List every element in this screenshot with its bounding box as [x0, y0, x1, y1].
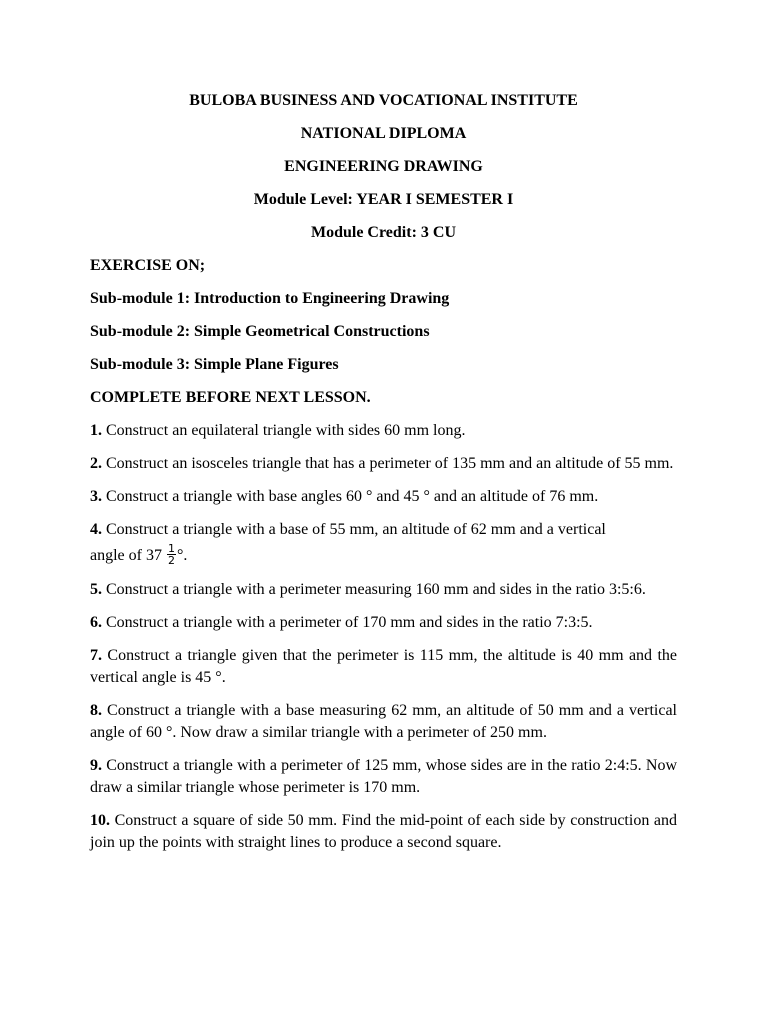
question-number: 8.: [90, 702, 102, 719]
question-text: Construct a triangle with a base of 55 mm, an altitude of 62 mm and a vertical: [102, 521, 606, 538]
question-6: [90, 612, 677, 634]
question-2: [90, 453, 677, 475]
exercise-on-heading: EXERCISE ON;: [90, 257, 206, 274]
fraction-denominator: 2: [167, 554, 175, 567]
question-number: 4.: [90, 521, 102, 538]
question-10: [90, 810, 677, 854]
question-text: Construct a triangle given that the perimeter is 115 mm, the altitude is 40 mm and the vertical angle is 45 °.: [90, 647, 677, 686]
institution-title: BULOBA BUSINESS AND VOCATIONAL INSTITUTE: [189, 92, 578, 109]
program-title: NATIONAL DIPLOMA: [300, 125, 467, 142]
course-title: ENGINEERING DRAWING: [284, 158, 483, 175]
document-page: [90, 90, 677, 865]
question-4: [90, 519, 677, 568]
question-3: [90, 486, 677, 508]
question-text: Construct a triangle with a base measuring 62 mm, an altitude of 50 mm and a vertical angle of 60 °. Now draw a similar triangle with a perimeter of 250 mm.: [90, 702, 677, 741]
module-credit: Module Credit: 3 CU: [310, 224, 457, 241]
question-number: 3.: [90, 488, 102, 505]
question-text: Construct a triangle with a perimeter of 125 mm, whose sides are in the ratio 2:4:5. Now draw a similar triangle whose perimeter is 170 mm.: [90, 757, 677, 796]
submodule-3: Sub-module 3: Simple Plane Figures: [90, 356, 339, 373]
question-text: Construct a triangle with base angles 60 ° and 45 ° and an altitude of 76 mm.: [102, 488, 599, 505]
question-9: [90, 755, 677, 799]
question-number: 9.: [90, 757, 102, 774]
question-text-end: °.: [176, 547, 188, 565]
question-text-continued: [90, 542, 677, 568]
question-1: [90, 420, 677, 442]
question-number: 2.: [90, 455, 102, 472]
question-7: [90, 645, 677, 689]
fraction-one-half: [167, 543, 176, 566]
question-number: 6.: [90, 614, 102, 631]
module-level: Module Level: YEAR I SEMESTER I: [253, 191, 514, 208]
question-text: Construct an isosceles triangle that has a perimeter of 135 mm and an altitude of 55 mm.: [102, 455, 674, 472]
question-text: Construct a square of side 50 mm. Find the mid-point of each side by construction and join up the points with straight lines to produce a second square.: [90, 812, 677, 851]
question-text-part: angle of 37: [90, 547, 166, 565]
question-text: Construct an equilateral triangle with sides 60 mm long.: [102, 422, 466, 439]
question-number: 1.: [90, 422, 102, 439]
question-5: [90, 579, 677, 601]
submodule-1: Sub-module 1: Introduction to Engineering Drawing: [90, 290, 450, 307]
question-text: Construct a triangle with a perimeter measuring 160 mm and sides in the ratio 3:5:6.: [102, 581, 646, 598]
question-number: 7.: [90, 647, 102, 664]
question-number: 10.: [90, 812, 110, 829]
question-number: 5.: [90, 581, 102, 598]
question-8: [90, 700, 677, 744]
fraction-numerator: 1: [167, 542, 175, 555]
submodule-2: Sub-module 2: Simple Geometrical Constructions: [90, 323, 430, 340]
instruction-line: COMPLETE BEFORE NEXT LESSON.: [90, 389, 371, 406]
question-text: Construct a triangle with a perimeter of 170 mm and sides in the ratio 7:3:5.: [102, 614, 593, 631]
